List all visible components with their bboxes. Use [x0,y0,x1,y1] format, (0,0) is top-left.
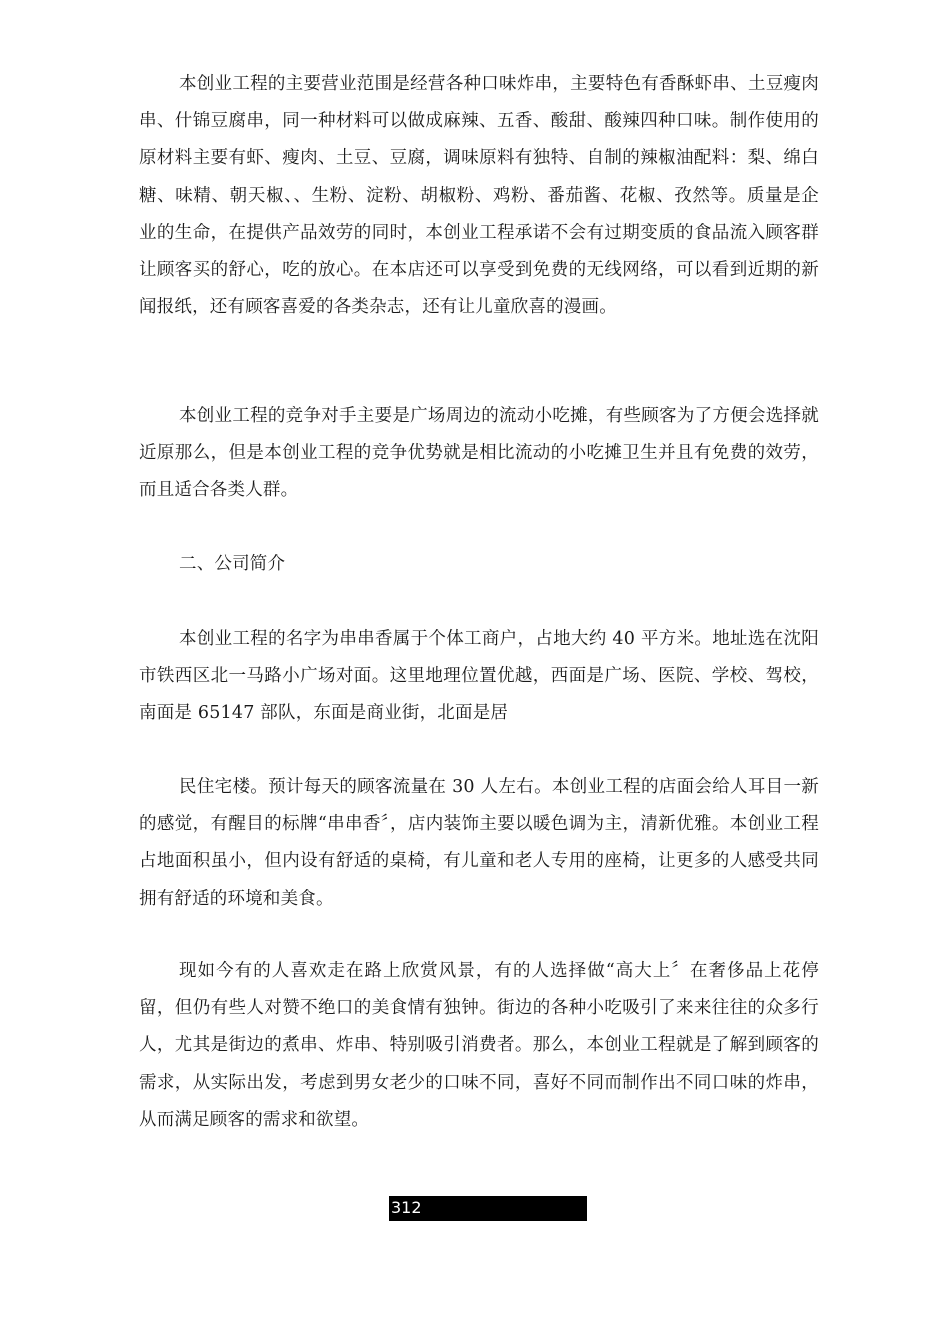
page-number-bar [389,1196,587,1221]
section-heading-company-profile: 二、公司简介 [179,554,286,574]
paragraph-store-description: 民住宅楼。预计每天的顾客流量在 30 人左右。本创业工程的店面会给人耳目一新的感觉，有醒目的标牌“串串香〞，店内装饰主要以暖色调为主，清新优雅。本创业工程占地面积虽小，但内设有舒适的桌椅，有儿童和老人专用的座椅，让更多的人感受共同拥有舒适的环境和美食。 [139,777,819,909]
page-number: 312 [391,1198,422,1217]
paragraph-business-scope: 本创业工程的主要营业范围是经营各种口味炸串，主要特色有香酥虾串、土豆瘦肉串、什锦豆腐串，同一种材料可以做成麻辣、五香、酸甜、酸辣四种口味。制作使用的原材料主要有虾、瘦肉、土豆、豆腐，调味原料有独特、自制的辣椒油配料：梨、绵白糖、味精、朝天椒、、生粉、淀粉、胡椒粉、鸡粉、番茄酱、花椒、孜然等。质量是企业的生命，在提供产品效劳的同时，本创业工程承诺不会有过期变质的食品流入顾客群让顾客买的舒心，吃的放心。在本店还可以享受到免费的无线网络，可以看到近期的新闻报纸，还有顾客喜爱的各类杂志，还有让儿童欣喜的漫画。 [139,74,819,318]
paragraph-market-demand: 现如今有的人喜欢走在路上欣赏风景，有的人选择做“高大上〞在奢侈品上花停留，但仍有些人对赞不绝口的美食情有独钟。街边的各种小吃吸引了来来往往的众多行人，尤其是街边的煮串、炸串、特别吸引消费者。那么，本创业工程就是了解到顾客的需求，从实际出发，考虑到男女老少的口味不同，喜好不同而制作出不同口味的炸串，从而满足顾客的需求和欲望。 [139,961,819,1130]
paragraph-company-location: 本创业工程的名字为串串香属于个体工商户，占地大约 40 平方米。地址选在沈阳市铁西区北一马路小广场对面。这里地理位置优越，西面是广场、医院、学校、驾校，南面是 65147 部队，东面是商业街，北面是居 [139,629,819,724]
paragraph-competition: 本创业工程的竞争对手主要是广场周边的流动小吃摊，有些顾客为了方便会选择就近原那么，但是本创业工程的竞争优势就是相比流动的小吃摊卫生并且有免费的效劳，而且适合各类人群。 [139,406,819,501]
